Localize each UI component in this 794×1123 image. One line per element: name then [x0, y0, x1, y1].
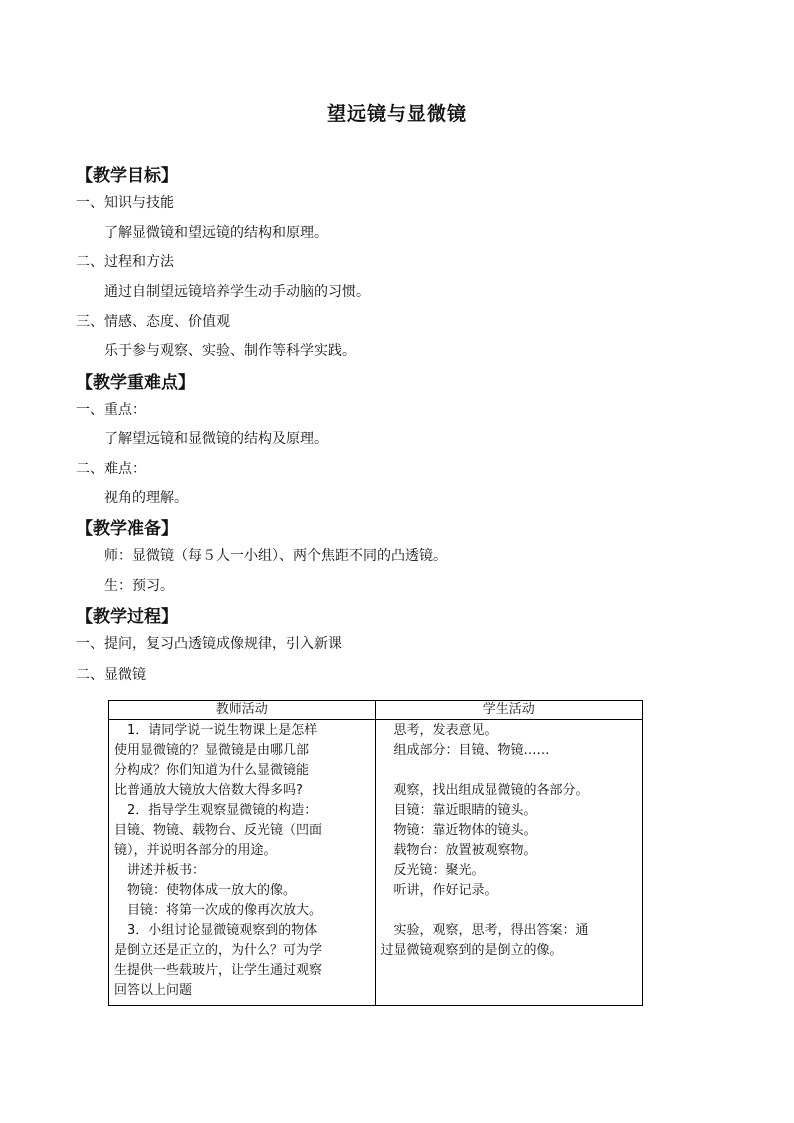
- activity-table: [108, 700, 643, 1006]
- section-heading-goals: 【教学目标】: [76, 166, 178, 186]
- section-heading-preparation: 【教学准备】: [76, 519, 178, 539]
- goal-label-3: 三、情感、态度、价值观: [76, 314, 230, 330]
- student-line-blank: [381, 901, 639, 921]
- teacher-line: 3．小组讨论显微镜观察到的物体: [114, 923, 318, 938]
- teacher-activity-cell: [109, 720, 376, 1006]
- difficulty-label: 二、难点：: [76, 461, 146, 477]
- goal-text-3: 乐于参与观察、实验、制作等科学实践。: [104, 343, 356, 359]
- process-step-2: 二、显微镜: [76, 667, 146, 683]
- student-line: 听讲，作好记录。: [380, 883, 498, 898]
- preparation-student: 生：预习。: [104, 578, 174, 594]
- student-line: 物镜：靠近物体的镜头。: [380, 823, 537, 838]
- key-point-label: 一、重点：: [76, 402, 146, 418]
- student-line: 组成部分：目镜、物镜……: [380, 743, 550, 758]
- header-student-activity: 学生活动: [375, 701, 643, 720]
- teacher-line: 物镜：使物体成一放大的像。: [114, 883, 297, 898]
- goal-text-1: 了解显微镜和望远镜的结构和原理。: [104, 225, 328, 241]
- student-line-blank: [381, 761, 639, 781]
- goal-text-2: 通过自制望远镜培养学生动手动脑的习惯。: [104, 284, 370, 300]
- teacher-line: 回答以上问题: [114, 983, 193, 998]
- student-line: 过显微镜观察到的是倒立的像。: [380, 943, 563, 958]
- goal-label-1: 一、知识与技能: [76, 195, 174, 211]
- header-teacher-activity: 教师活动: [109, 701, 376, 720]
- student-line: 载物台：放置被观察物。: [380, 843, 537, 858]
- teacher-line: 镜），并说明各部分的用途。: [114, 843, 277, 858]
- preparation-teacher: 师：显微镜（每５人一小组）、两个焦距不同的凸透镜。: [104, 548, 447, 564]
- teacher-line: 2．指导学生观察显微镜的构造：: [114, 803, 318, 818]
- student-activity-cell: [375, 720, 643, 1006]
- section-heading-key-points: 【教学重难点】: [76, 373, 195, 393]
- difficulty-text: 视角的理解。: [104, 490, 188, 506]
- teacher-line: 讲述并板书：: [114, 863, 206, 878]
- student-line: 思考，发表意见。: [380, 723, 498, 738]
- teacher-line: 目镜：将第一次成的像再次放大。: [114, 903, 323, 918]
- goal-label-2: 二、过程和方法: [76, 254, 174, 270]
- teacher-line: 1．请同学说一说生物课上是怎样: [114, 723, 318, 738]
- student-line: 实验，观察，思考，得出答案：通: [380, 923, 589, 938]
- document-title: 望远镜与显微镜: [326, 103, 467, 125]
- teacher-line: 比普通放大镜放大倍数大得多吗?: [114, 783, 303, 798]
- student-line: 观察，找出组成显微镜的各部分。: [380, 783, 589, 798]
- student-line: 反光镜：聚光。: [380, 863, 485, 878]
- table-header-row: [109, 701, 643, 720]
- teacher-line: 使用显微镜的？显微镜是由哪几部: [114, 743, 310, 758]
- key-point-text: 了解望远镜和显微镜的结构及原理。: [104, 431, 328, 447]
- teacher-line: 目镜、物镜、载物台、反光镜（凹面: [114, 823, 323, 838]
- teacher-line: 生提供一些载玻片，让学生通过观察: [114, 963, 323, 978]
- section-heading-process: 【教学过程】: [76, 607, 178, 627]
- process-step-1: 一、提问，复习凸透镜成像规律，引入新课: [76, 636, 342, 652]
- teacher-line: 分构成？你们知道为什么显微镜能: [114, 763, 310, 778]
- student-line: 目镜：靠近眼睛的镜头。: [380, 803, 537, 818]
- table-row: [109, 720, 643, 1006]
- teacher-line: 是倒立还是正立的，为什么？可为学: [114, 943, 323, 958]
